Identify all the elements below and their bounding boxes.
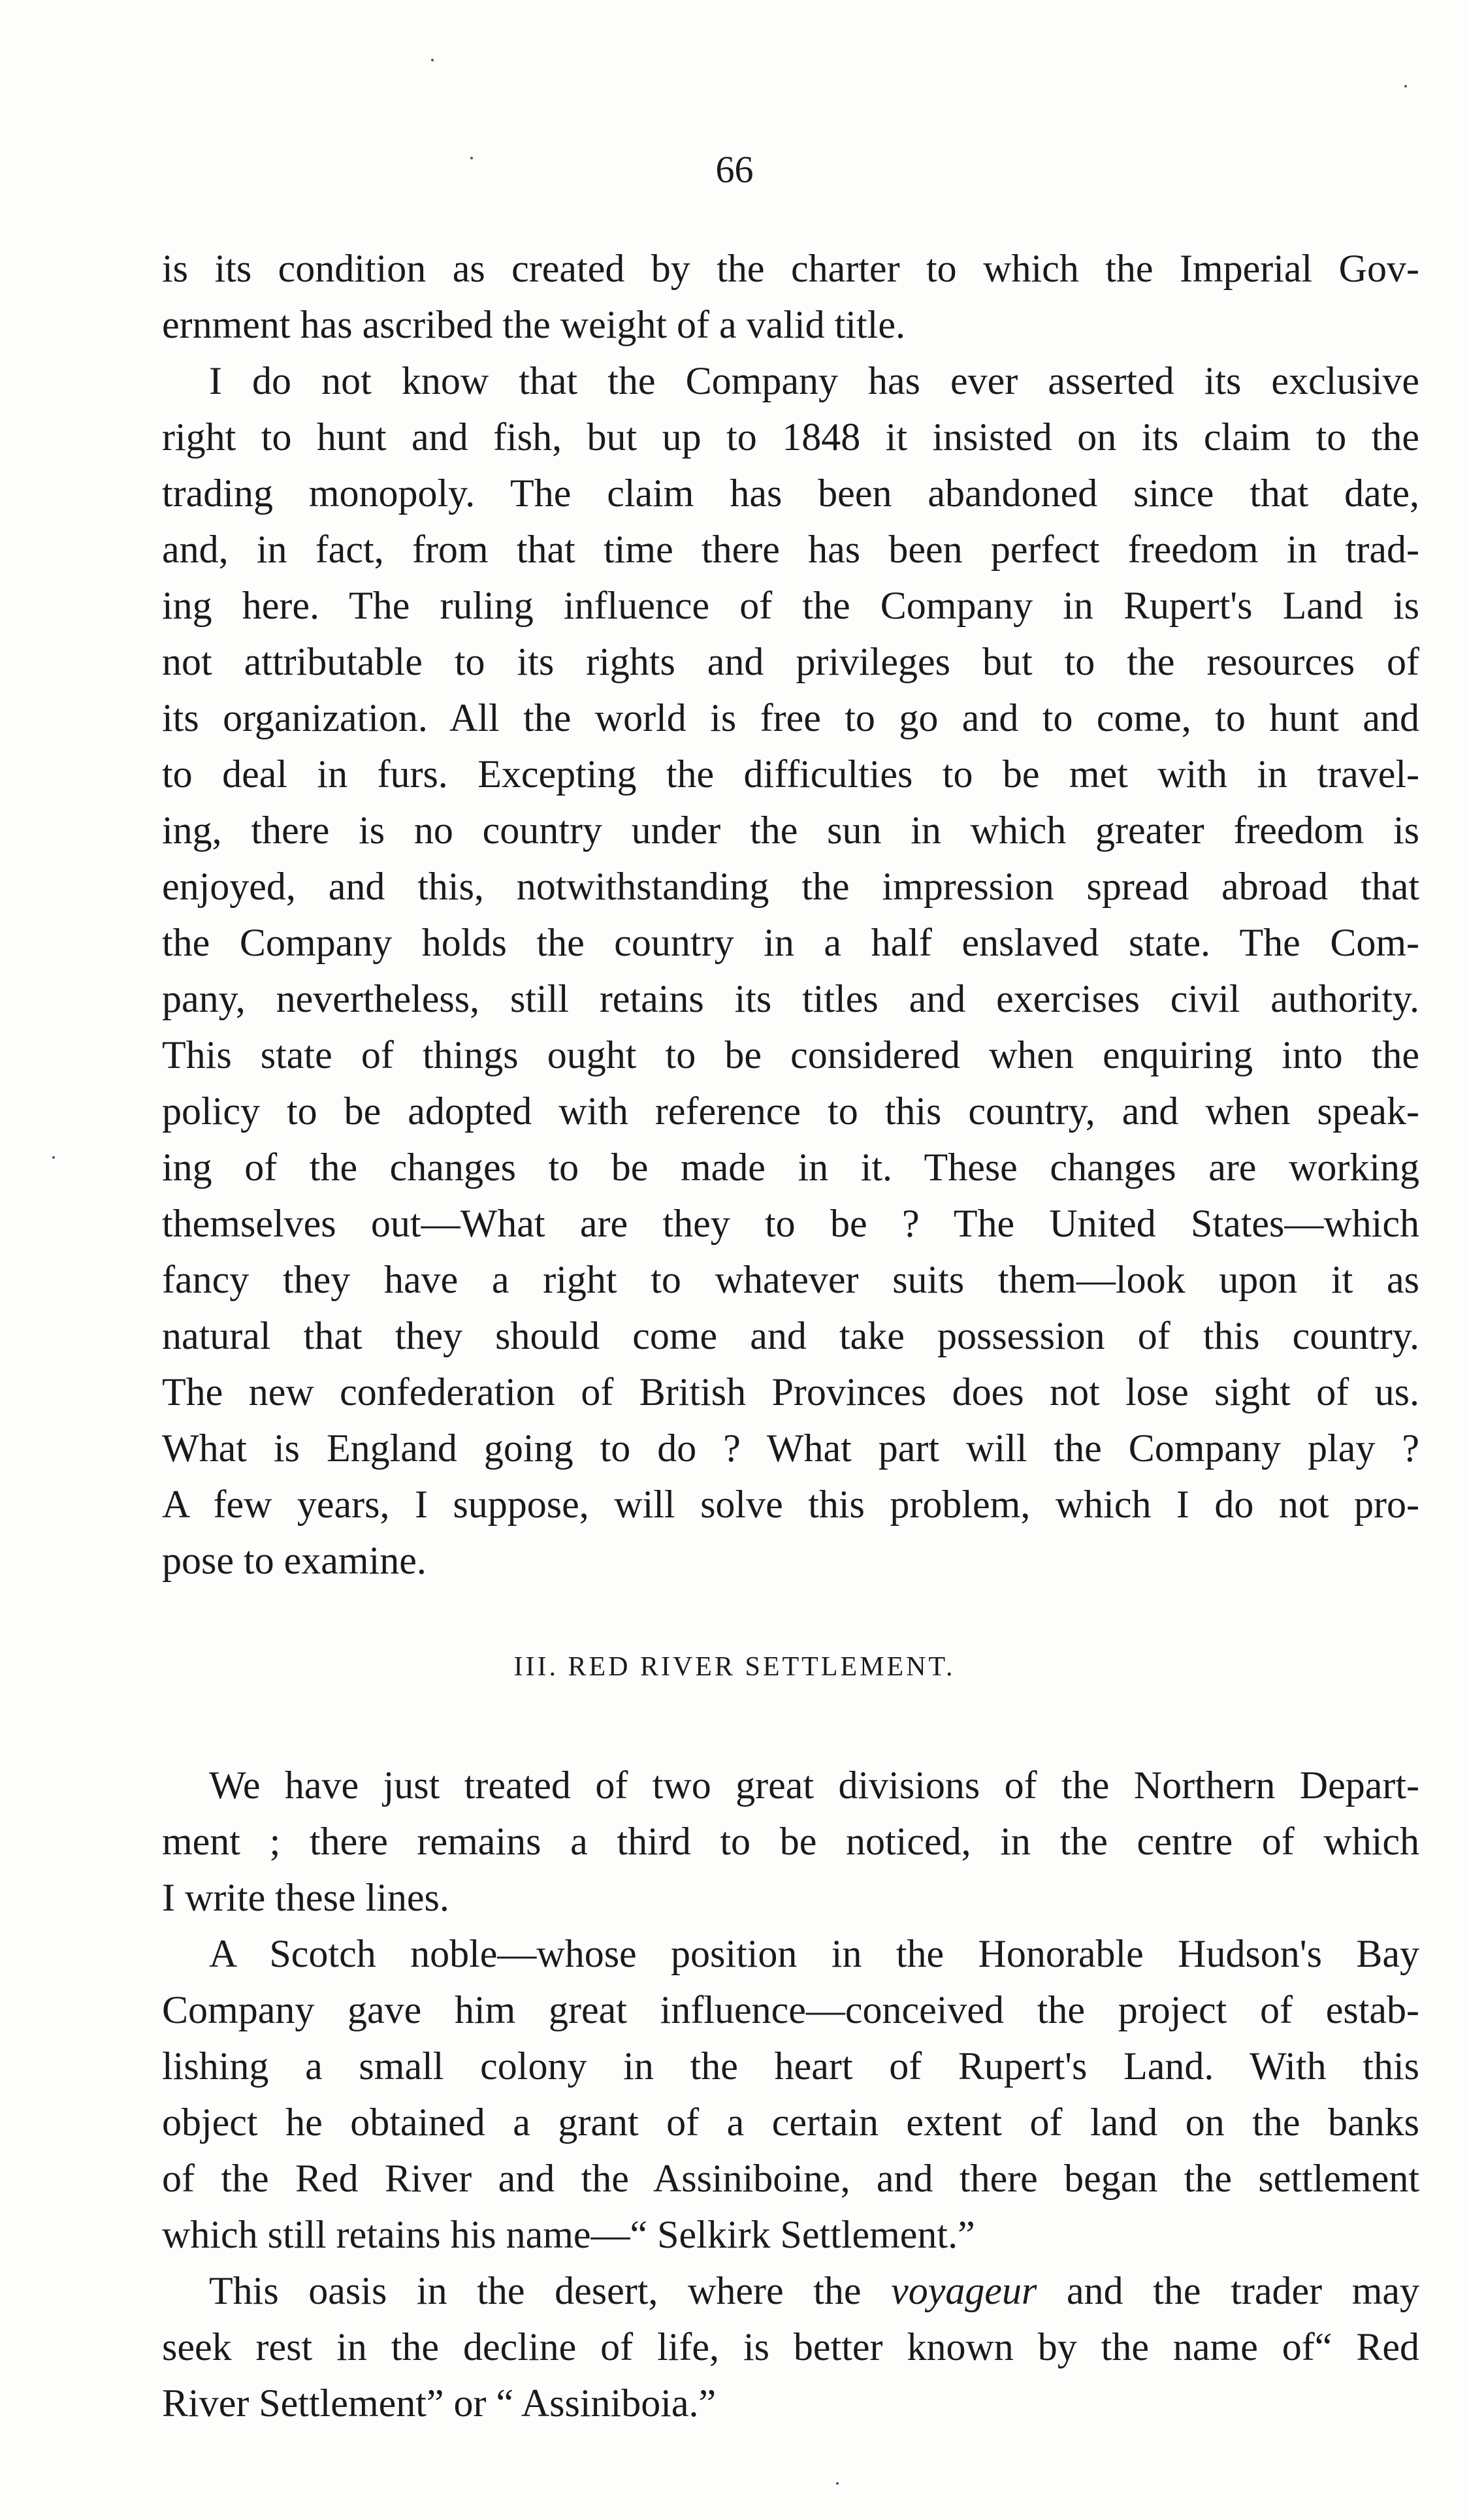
text-line: themselves out—What are they to be ? The United States—which: [162, 1202, 1419, 1245]
text-run: River Settlement” or “ Assiniboia.”: [162, 2382, 717, 2425]
text-line: enjoyed, and this, notwithstanding the impression spread abroad that: [162, 865, 1419, 908]
text-line: pany, nevertheless, still retains its titles and exercises civil authority.: [162, 977, 1419, 1020]
text-line: policy to be adopted with reference to this country, and when speak-: [162, 1090, 1419, 1133]
scan-speck: [431, 59, 434, 61]
paragraph-5: [162, 2263, 1419, 2431]
text-line: lishing a small colony in the heart of Rupert's Land. With this: [162, 2044, 1419, 2088]
text-line: ing here. The ruling influence of the Company in Rupert's Land is: [162, 584, 1419, 627]
scan-speck: [1404, 85, 1407, 88]
text-line: What is England going to do ? What part will the Company play ?: [162, 1427, 1419, 1470]
text-line: A few years, I suppose, will solve this problem, which I do not pro-: [162, 1483, 1419, 1526]
text-line: ing of the changes to be made in it. These changes are working: [162, 1146, 1419, 1189]
text-line: ing, there is no country under the sun in which greater freedom is: [162, 809, 1419, 852]
text-line: trading monopoly. The claim has been abandoned since that date,: [162, 472, 1419, 515]
text-line: of the Red River and the Assiniboine, and there began the settlement: [162, 2157, 1419, 2200]
text-line: pose to examine.: [162, 1539, 427, 1582]
text-run: and the trader may: [1037, 2269, 1420, 2312]
text-line: to deal in furs. Excepting the difficulties to be met with in travel-: [162, 752, 1419, 796]
text-line: is its condition as created by the charter to which the Imperial Gov-: [162, 247, 1419, 290]
text-line: [162, 2319, 1419, 2375]
text-after-section: [162, 1757, 1419, 2431]
text-line: right to hunt and fish, but up to 1848 it insisted on its claim to the: [162, 415, 1419, 459]
text-before-section: [162, 240, 1419, 1589]
text-line: [162, 2375, 1419, 2431]
scan-speck: [52, 1156, 55, 1159]
page-number: 66: [715, 148, 754, 191]
text-run: seek rest in the decline of life, is better known by the name of“ Red: [162, 2325, 1419, 2368]
text-line: the Company holds the country in a half enslaved state. The Com-: [162, 921, 1419, 964]
text-line: not attributable to its rights and privileges but to the resources of: [162, 640, 1419, 683]
text-line: I write these lines.: [162, 1876, 449, 1919]
text-line: A Scotch noble—whose position in the Honorable Hudson's Bay: [209, 1932, 1419, 1975]
text-line: The new confederation of British Provinces does not lose sight of us.: [162, 1370, 1419, 1413]
text-line: natural that they should come and take possession of this country.: [162, 1314, 1419, 1357]
paragraph-2: [162, 353, 1419, 1589]
text-line: We have just treated of two great divisions of the Northern Depart-: [209, 1764, 1419, 1807]
paragraph-1: [162, 240, 1419, 353]
text-line: and, in fact, from that time there has been perfect freedom in trad-: [162, 528, 1419, 571]
text-line: object he obtained a grant of a certain extent of land on the banks: [162, 2101, 1419, 2144]
text-line: which still retains his name—“ Selkirk Settlement.”: [162, 2213, 975, 2256]
paragraph-3: [162, 1757, 1419, 1926]
paragraph-4: [162, 1926, 1419, 2263]
text-line: This state of things ought to be considered when enquiring into the: [162, 1033, 1419, 1076]
text-run: This oasis in the desert, where the: [209, 2269, 892, 2312]
text-line: [162, 2263, 1419, 2319]
section-heading: III. RED RIVER SETTLEMENT.: [513, 1652, 956, 1682]
text-line: ment ; there remains a third to be noticed, in the centre of which: [162, 1820, 1419, 1863]
italic-word: voyageur: [891, 2269, 1037, 2312]
text-line: its organization. All the world is free to go and to come, to hunt and: [162, 696, 1419, 739]
scan-speck: [836, 2482, 839, 2485]
text-line: I do not know that the Company has ever asserted its exclusive: [209, 359, 1419, 402]
text-line: Company gave him great influence—conceived the project of estab-: [162, 1988, 1419, 2031]
text-line: ernment has ascribed the weight of a valid title.: [162, 303, 905, 346]
text-line: fancy they have a right to whatever suits them—look upon it as: [162, 1258, 1419, 1301]
